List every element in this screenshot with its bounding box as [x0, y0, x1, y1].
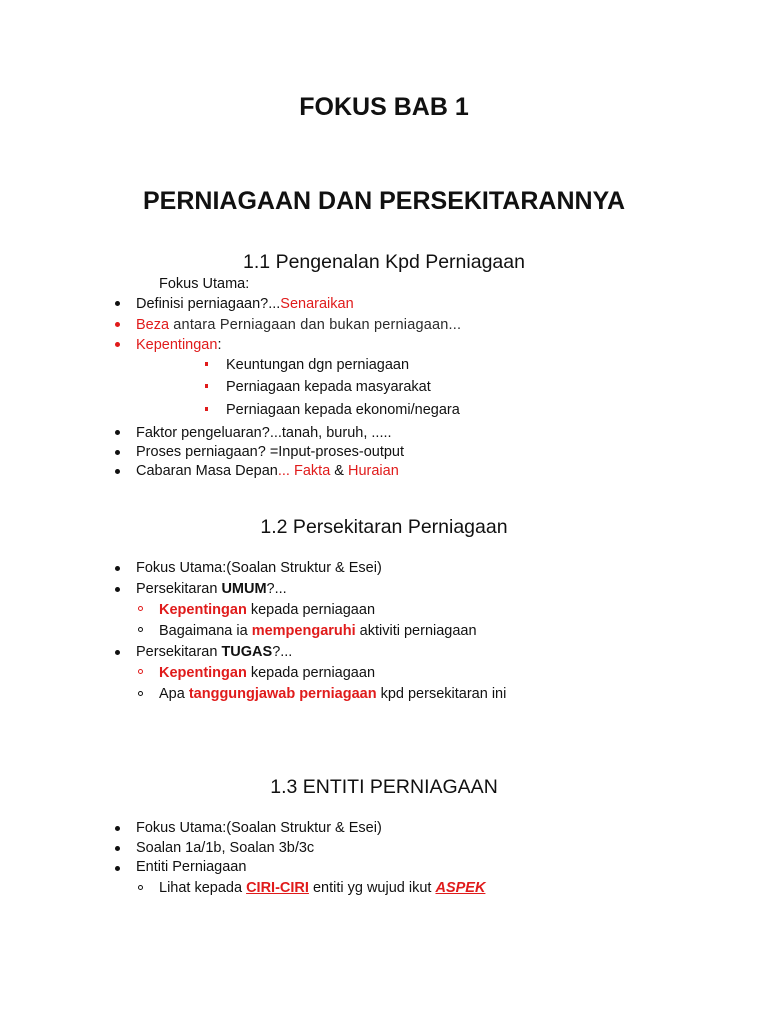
item-text-highlight: tanggungjawab perniagaan — [188, 686, 377, 702]
sub-item-text: Perniagaan kepada masyarakat — [226, 379, 431, 395]
bullet-icon — [115, 566, 120, 571]
item-text-highlight: Kepentingan — [159, 602, 247, 618]
item-text: kpd persekitaran ini — [376, 686, 507, 702]
circle-bullet-icon — [138, 606, 143, 611]
item-text: ?... — [272, 644, 293, 660]
bullet-icon — [115, 430, 120, 435]
item-text-highlight: Beza — [136, 317, 170, 333]
section-heading-1-1: 1.1 Pengenalan Kpd Perniagaan — [243, 251, 525, 273]
bullet-icon — [115, 301, 120, 306]
bullet-icon — [115, 322, 120, 327]
item-text: & — [330, 463, 348, 479]
item-text: Definisi perniagaan?... — [136, 296, 281, 312]
bullet-icon — [115, 826, 120, 831]
item-text-highlight: Senaraikan — [280, 296, 354, 312]
item-text: Apa — [159, 686, 189, 702]
item-text: Fokus Utama:(Soalan Struktur & Esei) — [136, 560, 382, 576]
circle-bullet-icon — [138, 691, 143, 696]
bullet-icon — [115, 866, 120, 871]
focus-label: Fokus Utama: — [159, 276, 250, 292]
item-text: Persekitaran — [136, 581, 222, 597]
sub-item-text: Perniagaan kepada ekonomi/negara — [226, 402, 460, 418]
item-text-highlight: Kepentingan — [136, 337, 218, 353]
item-text-bold: TUGAS — [221, 644, 273, 660]
circle-bullet-icon — [138, 627, 143, 632]
square-bullet-icon — [205, 407, 208, 411]
circle-bullet-icon — [138, 669, 143, 674]
page-subtitle: PERNIAGAAN DAN PERSEKITARANNYA — [143, 187, 625, 215]
item-text: Proses perniagaan? =Input-proses-output — [136, 444, 405, 460]
bullet-icon — [115, 650, 120, 655]
section-heading-1-2: 1.2 Persekitaran Perniagaan — [260, 516, 508, 538]
square-bullet-icon — [205, 384, 208, 388]
item-text-highlight: Huraian — [348, 463, 399, 479]
item-text: Cabaran Masa Depan — [136, 463, 278, 479]
item-text: Soalan 1a/1b, Soalan 3b/3c — [136, 840, 315, 856]
bullet-icon — [115, 469, 120, 474]
item-text-highlight: ... Fakta — [277, 463, 331, 479]
page-title: FOKUS BAB 1 — [299, 93, 469, 121]
item-text: kepada perniagaan — [246, 665, 376, 681]
item-text: Persekitaran — [136, 644, 222, 660]
item-text: kepada perniagaan — [246, 602, 376, 618]
item-text: Fokus Utama:(Soalan Struktur & Esei) — [136, 820, 382, 836]
item-text: Entiti Perniagaan — [136, 859, 247, 875]
square-bullet-icon — [205, 362, 208, 366]
item-text: Bagaimana ia — [159, 623, 252, 639]
item-text: ?... — [266, 581, 287, 597]
item-text-highlight: ASPEK — [435, 880, 486, 896]
bullet-icon — [115, 342, 120, 347]
item-text-highlight: CIRI-CIRI — [246, 880, 309, 896]
circle-bullet-icon — [138, 885, 143, 890]
item-text: entiti yg wujud ikut — [308, 880, 436, 896]
sub-item-text: Keuntungan dgn perniagaan — [226, 357, 410, 373]
section-heading-1-3: 1.3 ENTITI PERNIAGAAN — [270, 776, 498, 798]
bullet-icon — [115, 450, 120, 455]
bullet-icon — [115, 587, 120, 592]
item-text: Lihat kepada — [159, 880, 247, 896]
bullet-icon — [115, 846, 120, 851]
item-text: antara Perniagaan dan bukan perniagaan... — [169, 317, 462, 333]
item-text: Faktor pengeluaran?...tanah, buruh, ..... — [136, 425, 392, 441]
item-text-highlight: mempengaruhi — [251, 623, 356, 639]
item-text-highlight: Kepentingan — [159, 665, 247, 681]
item-text: : — [217, 337, 222, 353]
item-text-bold: UMUM — [221, 581, 267, 597]
item-text: aktiviti perniagaan — [355, 623, 477, 639]
